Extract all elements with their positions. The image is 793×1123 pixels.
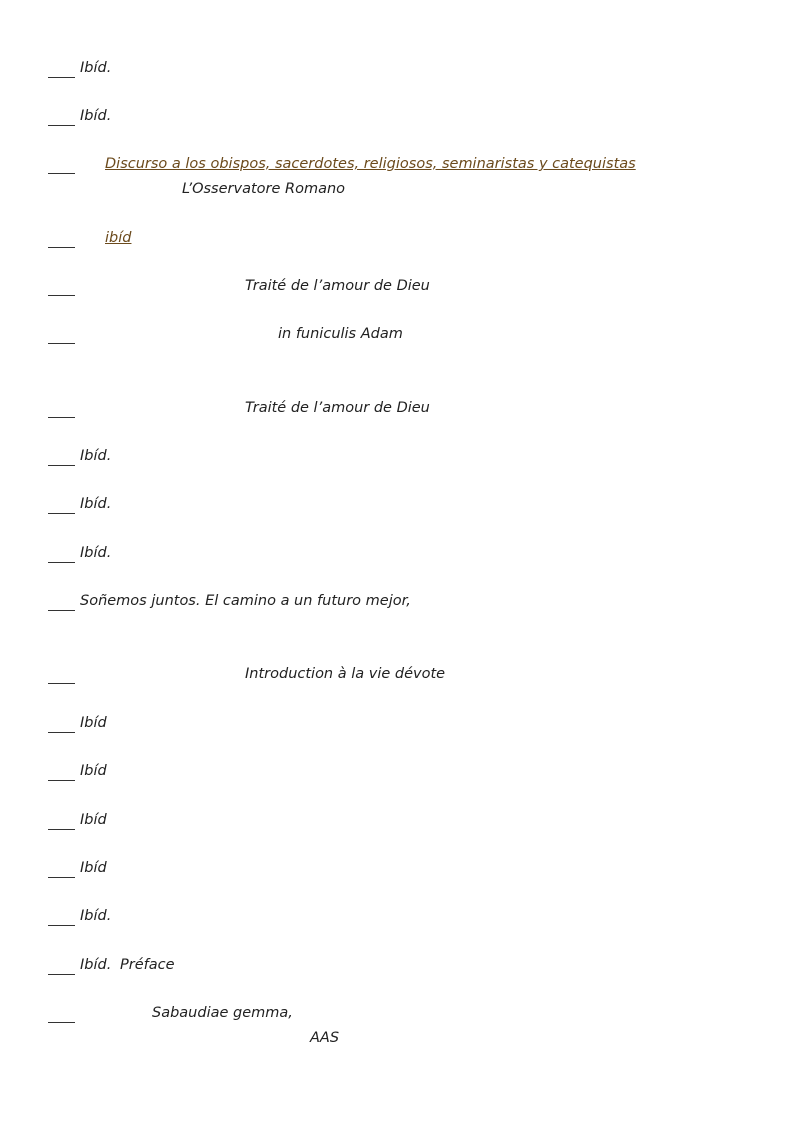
footnote-link[interactable]: Discurso a los obispos, sacerdotes, religiosos, seminaristas y catequistas [105, 156, 636, 172]
footnote-rule [48, 549, 75, 563]
footnote-text: in funiculis Adam [278, 326, 403, 342]
footnote-rule [48, 282, 75, 296]
footnote-rule [48, 767, 75, 781]
footnote-text: Soñemos juntos. El camino a un futuro mejor, [80, 593, 411, 609]
footnote-text: Ibíd. [80, 545, 112, 561]
footnote-rule [48, 404, 75, 418]
footnote-rule [48, 597, 75, 611]
footnote-rule [48, 864, 75, 878]
footnote-text: Ibíd [80, 763, 107, 779]
footnote-text: Ibíd. [80, 957, 112, 973]
footnote-text: Traité de l’amour de Dieu [245, 278, 430, 294]
footnote-rule [48, 670, 75, 684]
footnote-text: Ibíd [80, 715, 107, 731]
footnote-rule [48, 961, 75, 975]
footnote-text: Ibíd. [80, 908, 112, 924]
footnote-rule [48, 719, 75, 733]
footnote-text: Introduction à la vie dévote [245, 666, 446, 682]
footnote-source: L’Osservatore Romano [182, 181, 346, 197]
footnote-rule [48, 330, 75, 344]
footnote-text: Ibíd [80, 860, 107, 876]
footnote-rule [48, 160, 75, 174]
footnote-text: Ibíd [80, 812, 107, 828]
footnote-text: Traité de l’amour de Dieu [245, 400, 430, 416]
footnote-rule [48, 112, 75, 126]
footnote-text: Ibíd. [80, 496, 112, 512]
footnote-rule [48, 64, 75, 78]
footnote-extra: Préface [120, 957, 175, 973]
footnote-text: Ibíd. [80, 448, 112, 464]
footnote-rule [48, 1009, 75, 1023]
footnote-rule [48, 452, 75, 466]
footnote-text: Sabaudiae gemma, [152, 1005, 293, 1021]
footnote-link[interactable]: ibíd [105, 230, 132, 246]
footnote-text: Ibíd. [80, 108, 112, 124]
footnote-rule [48, 234, 75, 248]
footnote-rule [48, 500, 75, 514]
footnote-source: AAS [310, 1030, 340, 1046]
footnote-text: Ibíd. [80, 60, 112, 76]
footnote-rule [48, 912, 75, 926]
footnote-rule [48, 816, 75, 830]
